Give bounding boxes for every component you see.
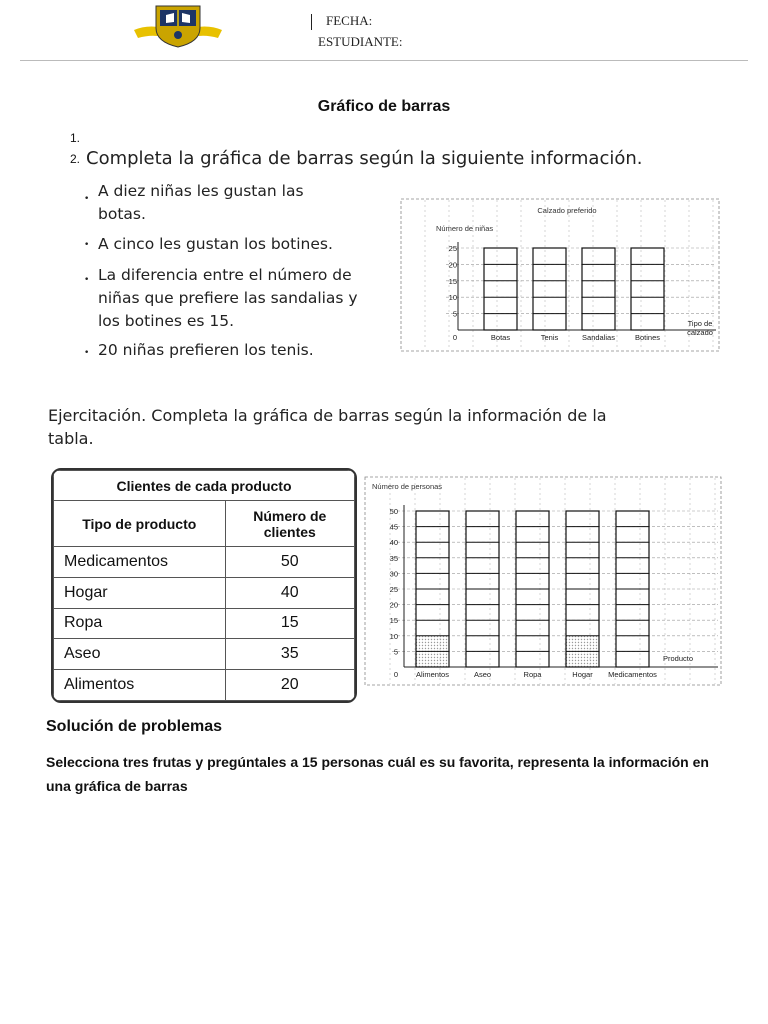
y-tick-label: 10 bbox=[448, 293, 457, 303]
shoe-preference-chart bbox=[400, 198, 720, 352]
table-cell-clients: 20 bbox=[225, 670, 354, 701]
table-cell-product: Hogar bbox=[54, 577, 226, 608]
y-tick-label: 20 bbox=[448, 260, 457, 270]
y-tick-label: 35 bbox=[389, 553, 398, 563]
bullet-dot: • bbox=[84, 240, 90, 250]
bullet-dot: • bbox=[84, 194, 90, 204]
y-axis-label: Número de niñas bbox=[436, 224, 494, 233]
table-cell-clients: 40 bbox=[225, 577, 354, 608]
table-cell-clients: 35 bbox=[225, 639, 354, 670]
problem-section-text: Selecciona tres frutas y pregúntales a 15 personas cuál es su favorita, representa la información en una gráfica de barras bbox=[46, 754, 709, 794]
table-cell-product: Aseo bbox=[54, 639, 226, 670]
y-tick-label: 5 bbox=[452, 309, 457, 319]
exercise2-instruction: Ejercitación. Completa la gráfica de barras según la información de la tabla. bbox=[48, 406, 607, 448]
bar bbox=[533, 248, 566, 330]
table-row bbox=[54, 670, 355, 701]
x-tick-label: Aseo bbox=[473, 670, 492, 679]
y-tick-label: 15 bbox=[448, 276, 457, 286]
page-title: Gráfico de barras bbox=[317, 98, 451, 115]
x-tick-label: Sandalias bbox=[582, 333, 615, 342]
bar bbox=[582, 248, 615, 330]
y-tick-label: 25 bbox=[448, 244, 457, 253]
x-tick-label: Alimentos bbox=[416, 670, 449, 679]
x-axis-label: Producto bbox=[662, 654, 694, 663]
x-axis-label: calzado bbox=[687, 328, 713, 337]
x-tick-label: Hogar bbox=[572, 670, 593, 679]
bar bbox=[484, 248, 517, 330]
table-row bbox=[54, 547, 355, 578]
bullet-dot: • bbox=[84, 348, 90, 358]
exercise1-instruction: Completa la gráfica de barras según la siguiente información. bbox=[86, 148, 643, 169]
table-row bbox=[54, 577, 355, 608]
x-axis-label: Tipo de bbox=[687, 319, 713, 328]
clients-table bbox=[51, 468, 357, 703]
bullet-dot: • bbox=[84, 275, 90, 285]
y-tick-label: 5 bbox=[393, 647, 398, 657]
item-number-2: 2. bbox=[70, 152, 81, 166]
bullet-text-3: La diferencia entre el número de niñas que prefiere las sandalias y los botines es 15. bbox=[98, 266, 358, 330]
chart-title: Calzado preferido bbox=[537, 206, 597, 215]
problem-section-title: Solución de problemas bbox=[46, 718, 223, 735]
x-tick-label: Ropa bbox=[523, 670, 542, 679]
x-tick-label: Medicamentos bbox=[608, 670, 657, 679]
header-rule bbox=[20, 60, 748, 61]
bullet-text-2: A cinco les gustan los botines. bbox=[98, 235, 333, 253]
y-axis-label: Número de personas bbox=[372, 482, 443, 491]
x-tick-label: Botines bbox=[634, 333, 661, 342]
bullet-text-1: A diez niñas les gustan las botas. bbox=[98, 182, 304, 223]
y-tick-label: 20 bbox=[389, 600, 398, 610]
school-shield-icon bbox=[132, 2, 224, 48]
x-tick-label: Tenis bbox=[540, 333, 559, 342]
y-tick-label: 15 bbox=[389, 616, 398, 626]
item-number-1: 1. bbox=[70, 131, 81, 145]
product-clients-chart bbox=[364, 476, 722, 686]
x-tick-label: Botas bbox=[490, 333, 511, 342]
y-tick-label: 0 bbox=[452, 333, 457, 342]
table-cell-clients: 15 bbox=[225, 608, 354, 639]
y-tick-label: 50 bbox=[389, 507, 398, 516]
table-cell-product: Alimentos bbox=[54, 670, 226, 701]
table-row bbox=[54, 639, 355, 670]
date-label: FECHA: bbox=[326, 13, 373, 28]
table-row bbox=[54, 608, 355, 639]
y-tick-label: 40 bbox=[389, 538, 398, 548]
y-tick-label: 30 bbox=[389, 569, 398, 579]
table-header-product: Tipo de producto bbox=[54, 501, 226, 547]
bullet-text-4: 20 niñas prefieren los tenis. bbox=[98, 341, 314, 359]
y-tick-label: 10 bbox=[389, 631, 398, 641]
table-cell-product: Ropa bbox=[54, 608, 226, 639]
table-header-clients: Número de clientes bbox=[225, 501, 354, 547]
school-logo bbox=[132, 2, 224, 48]
table-cell-product: Medicamentos bbox=[54, 547, 226, 578]
y-tick-label: 0 bbox=[393, 670, 398, 679]
bar bbox=[631, 248, 664, 330]
header-divider bbox=[311, 14, 312, 30]
table-cell-clients: 50 bbox=[225, 547, 354, 578]
student-label: ESTUDIANTE: bbox=[318, 34, 403, 49]
y-tick-label: 45 bbox=[389, 522, 398, 532]
table-title: Clientes de cada producto bbox=[54, 471, 355, 501]
y-tick-label: 25 bbox=[389, 585, 398, 594]
